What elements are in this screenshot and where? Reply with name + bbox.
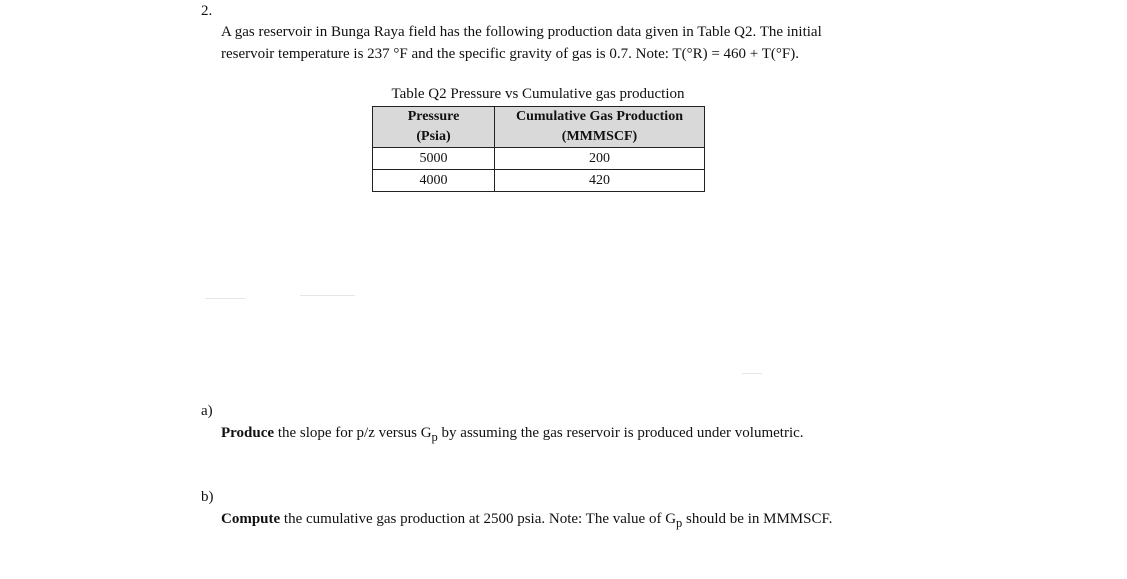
table-cell-pressure: 4000 [373,170,495,192]
part-a-label: a) [201,403,213,419]
table-header-row [373,107,705,148]
scan-artifact [300,295,355,296]
header-pressure-unit: (Psia) [416,129,451,144]
part-a-verb: Produce [221,425,275,441]
question-number: 2. [201,3,213,19]
intro-line-2: reservoir temperature is 237 °F and the specific gravity of gas is 0.7. Note: T(°R) = 460 + T(°F). [221,46,799,62]
part-b-question [221,511,832,531]
header-pressure [373,107,495,148]
header-cumulative-production [495,107,705,148]
part-a-text: the slope for p/z versus G [274,425,432,441]
part-b-verb: Compute [221,511,281,527]
intro-paragraph [221,21,911,65]
intro-line-1: A gas reservoir in Bunga Raya field has the following production data given in Table Q2. The initial [221,24,822,40]
part-b-label: b) [201,489,214,505]
table-row [373,170,705,192]
scan-artifact [205,298,245,299]
part-b-subscript: p [676,516,683,530]
scan-artifact [742,373,762,374]
header-pressure-label: Pressure [407,109,460,124]
header-production-label: Cumulative Gas Production [516,109,683,124]
table-cell-production: 420 [495,170,705,192]
part-b-text: the cumulative gas production at 2500 psia. Note: The value of G [280,511,677,527]
header-production-unit: (MMMSCF) [561,129,638,144]
part-a-question [221,425,804,445]
part-a-subscript: p [431,430,438,444]
part-a-text-end: by assuming the gas reservoir is produced under volumetric. [437,425,804,441]
table-cell-pressure: 5000 [373,148,495,170]
table-cell-production: 200 [495,148,705,170]
part-b-text-end: should be in MMMSCF. [682,511,833,527]
table-caption: Table Q2 Pressure vs Cumulative gas production [391,86,685,102]
production-table [372,106,705,192]
table-row [373,148,705,170]
